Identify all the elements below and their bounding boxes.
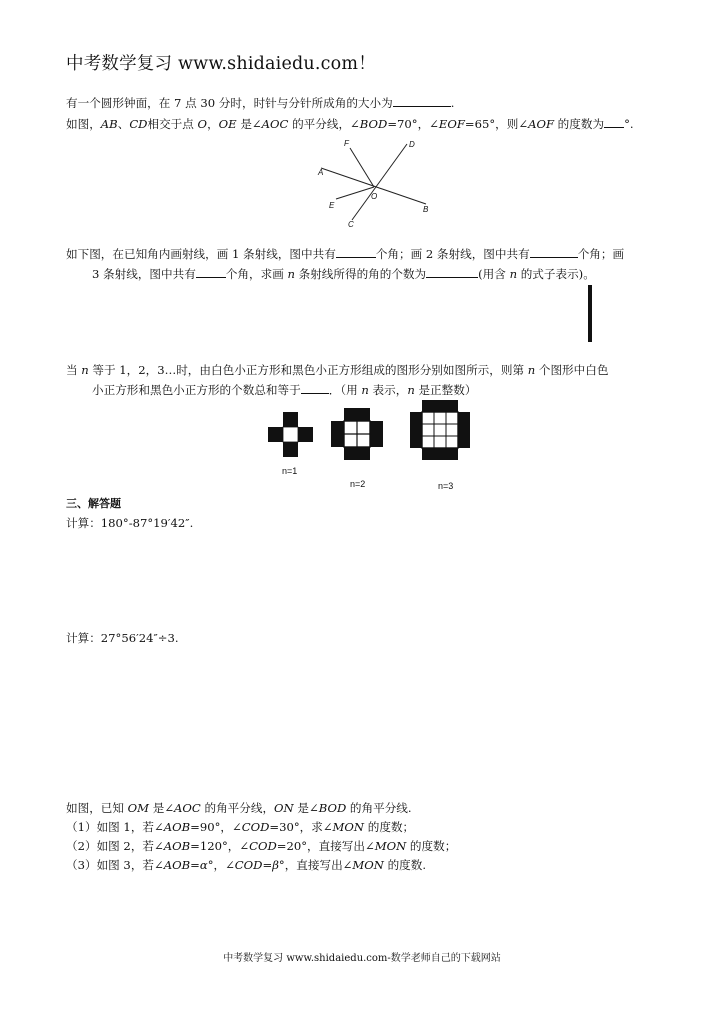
- text: °，∠: [207, 858, 235, 872]
- var: n: [287, 267, 295, 281]
- var: COD: [241, 820, 270, 834]
- answer-blank: [301, 382, 329, 394]
- figure-ray-bar: [588, 285, 592, 342]
- text: =70°，∠: [387, 117, 439, 131]
- var: MON: [374, 839, 407, 853]
- question-rays-line2: [92, 266, 595, 282]
- text: 当: [66, 363, 82, 377]
- text: （1）如图 1，若∠: [66, 820, 164, 834]
- label-a: A: [318, 168, 324, 177]
- question-rays-line1: [66, 246, 624, 262]
- label-e: E: [329, 201, 335, 210]
- text: ，: [207, 117, 219, 131]
- text: =90°，∠: [190, 820, 242, 834]
- text: 是∠: [236, 117, 262, 131]
- text: =: [190, 858, 200, 872]
- text: 相交于点: [147, 117, 198, 131]
- figure-square-patterns: [262, 398, 492, 494]
- var: COD: [249, 839, 277, 853]
- calc-2: 计算：27°56′24″÷3.: [66, 631, 179, 645]
- caption-n3: n=3: [438, 481, 454, 491]
- var: EOF: [438, 117, 465, 131]
- question-clock-text: 有一个圆形钟面，在 7 点 30 分时，时针与分针所成角的大小为: [66, 96, 393, 110]
- label-f: F: [344, 139, 349, 148]
- label-d: D: [409, 140, 415, 149]
- answer-blank: [393, 95, 451, 107]
- label-c: C: [348, 220, 354, 228]
- text: 表示，: [368, 383, 408, 397]
- text: 、: [117, 117, 130, 131]
- text: 的角平分线.: [346, 801, 412, 815]
- text: 的度数；: [364, 820, 415, 834]
- text: 的式子表示)。: [517, 267, 595, 281]
- var: AOF: [528, 117, 554, 131]
- question-clock: [66, 95, 454, 111]
- text: =65°，则∠: [464, 117, 529, 131]
- answer-blank: [530, 246, 578, 258]
- line-cd: [352, 144, 407, 220]
- text: （2）如图 2，若∠: [66, 839, 164, 853]
- var: AOB: [163, 820, 191, 834]
- var: BOD: [359, 117, 388, 131]
- text: 个角，求画: [225, 267, 288, 281]
- var: OM: [127, 801, 150, 815]
- answer-blank: [604, 116, 624, 128]
- question-clock-end: .: [450, 96, 455, 110]
- text: 如图，已知: [66, 801, 128, 815]
- text: =120°，∠: [190, 839, 250, 853]
- var: AOB: [163, 858, 191, 872]
- var: AOB: [163, 839, 191, 853]
- text: 的度数为: [554, 117, 605, 131]
- text: °，直接写出∠: [278, 858, 353, 872]
- text: 个角；画: [577, 247, 625, 261]
- var: MON: [332, 820, 365, 834]
- var: n: [527, 363, 536, 377]
- page-header: 中考数学复习 www.shidaiedu.com！: [66, 54, 376, 74]
- answer-blank: [196, 266, 226, 278]
- text: °.: [624, 117, 634, 131]
- text: 个角；画 2 条射线，图中共有: [375, 247, 530, 261]
- text: 的度数；: [406, 839, 457, 853]
- text: 如图，: [66, 117, 101, 131]
- section-title: 三、解答题: [66, 497, 121, 510]
- var: MON: [352, 858, 384, 872]
- var: n: [407, 383, 415, 397]
- var: AOC: [174, 801, 201, 815]
- var: n: [361, 383, 369, 397]
- pattern-n3: [410, 400, 470, 460]
- var: COD: [234, 858, 263, 872]
- text: =: [262, 858, 273, 872]
- text: 个图形中白色: [535, 363, 609, 377]
- subquestion-2: [66, 838, 456, 854]
- var: CD: [129, 117, 148, 131]
- caption-n1: n=1: [282, 466, 298, 476]
- page-footer: 中考数学复习 www.shidaiedu.com-数学老师自己的下载网站: [223, 953, 501, 964]
- var: BOD: [318, 801, 347, 815]
- question-squares-line2: [92, 382, 476, 398]
- text: 的平分线，∠: [288, 117, 360, 131]
- var: AB: [100, 117, 118, 131]
- var: α: [199, 858, 208, 872]
- var: OE: [218, 117, 237, 131]
- text: 的角平分线，: [200, 801, 275, 815]
- pattern-n1: [268, 412, 313, 457]
- text: (用含: [478, 267, 510, 281]
- ray-of: [350, 148, 374, 187]
- text: 是∠: [149, 801, 175, 815]
- text: 是∠: [293, 801, 319, 815]
- text: ．（用: [328, 383, 362, 397]
- question-angles: [66, 116, 634, 132]
- label-b: B: [423, 205, 429, 214]
- subquestion-3: [66, 857, 426, 873]
- text: 等于 1，2，3…时，由白色小正方形和黑色小正方形组成的图形分别如图所示，则第: [88, 363, 528, 377]
- text: 条射线所得的角的个数为: [294, 267, 427, 281]
- text: 3 条射线，图中共有: [92, 267, 196, 281]
- var: β: [272, 858, 279, 872]
- question-squares-line1: [66, 362, 608, 378]
- pattern-n2: [331, 408, 383, 460]
- text: 小正方形和黑色小正方形的个数总和等于: [92, 383, 301, 397]
- question-bisector: [66, 800, 412, 816]
- text: 是正整数）: [414, 383, 477, 397]
- var: ON: [274, 801, 294, 815]
- var: O: [197, 117, 208, 131]
- subquestion-1: [66, 819, 414, 835]
- text: =20°，直接写出∠: [276, 839, 375, 853]
- text: （3）如图 3，若∠: [66, 858, 164, 872]
- answer-blank: [426, 266, 478, 278]
- text: 如下图，在已知角内画射线，画 1 条射线，图中共有: [66, 247, 336, 261]
- label-o: O: [371, 192, 378, 201]
- answer-blank: [336, 246, 376, 258]
- var: n: [509, 267, 518, 281]
- text: =30°，求∠: [269, 820, 333, 834]
- var: n: [81, 363, 89, 377]
- caption-n2: n=2: [350, 479, 366, 489]
- calc-1: 计算：180°-87°19′42″.: [66, 516, 194, 530]
- figure-intersecting-lines: [310, 136, 440, 228]
- text: 的度数.: [383, 858, 427, 872]
- var: AOC: [261, 117, 289, 131]
